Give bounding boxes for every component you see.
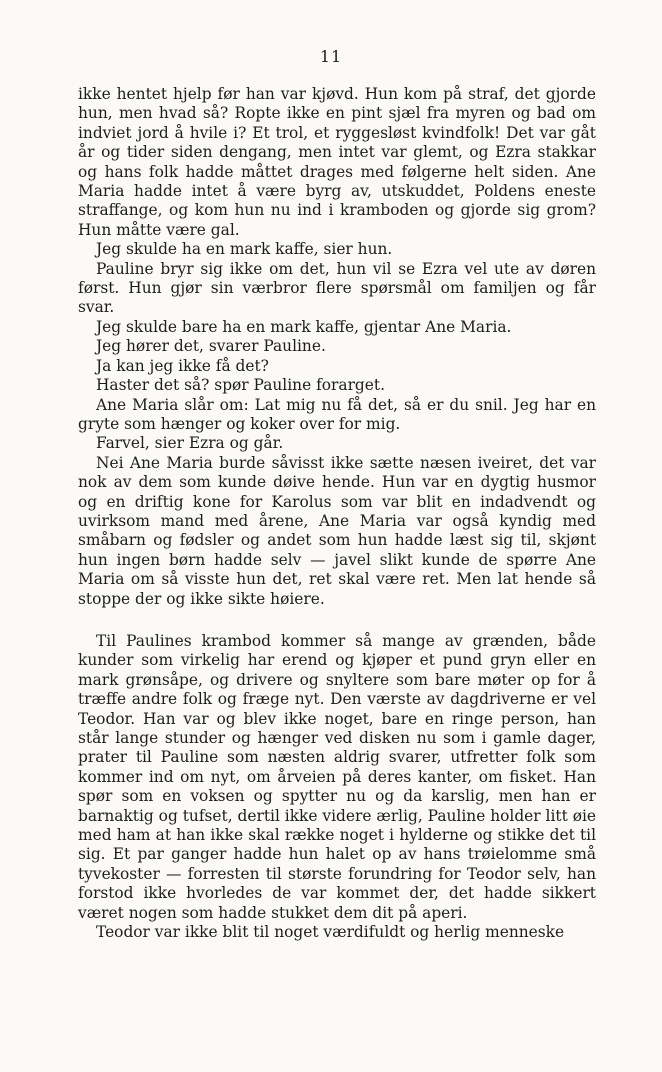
- paragraph: Haster det så? spør Pauline forarget.: [96, 376, 385, 395]
- paragraph: Teodor var ikke blit til noget værdifuldt og herlig menneske: [96, 923, 565, 942]
- paragraph: Ane Maria slår om: Lat mig nu få det, så er du snil. Jeg har en gryte som hænger og koker over for mig.: [78, 395, 596, 433]
- paragraph: Jeg skulde ha en mark kaffe, sier hun.: [96, 240, 393, 259]
- paragraph: Nei Ane Maria burde såvisst ikke sætte næsen iveiret, det var nok av dem som kunde døive hende. Hun var en dygtig husmor og en driftig kone for Karolus som var blit en indadvendt og uvirksom mand med årene, Ane Maria var også kyndig med småbarn og fødsler og andet som hun hadde læst sig til, skjønt hun ingen børn hadde selv — javel slikt kunde de spørre Ane Maria om så visste hun det, ret skal være ret. Men lat hende så stoppe der og ikke sikte høiere.: [78, 453, 596, 608]
- paragraph: Farvel, sier Ezra og går.: [96, 434, 284, 453]
- paragraph: Ja kan jeg ikke få det?: [96, 356, 269, 375]
- page-number: 11: [319, 47, 343, 66]
- section-break: [78, 609, 596, 632]
- page-body: [78, 85, 596, 942]
- paragraph: Jeg hører det, svarer Pauline.: [96, 337, 326, 356]
- paragraph: Jeg skulde bare ha en mark kaffe, gjentar Ane Maria.: [96, 317, 512, 336]
- paragraph: Til Paulines krambod kommer så mange av grænden, både kunder som virkelig har erend og kjøper et pund gryn eller en mark grønsåpe, og drivere og snyltere som bare møter op for å træffe andre folk og fræge nyt. Den værste av dagdriverne er vel Teodor. Han var og blev ikke noget, bare en ringe person, han står lange stunder og hænger ved disken nu som i gamle dager, prater til Pauline som næsten aldrig svarer, utfretter folk som kommer ind om nyt, om årveien på deres kanter, om fisket. Han spør som en voksen og spytter nu og da karslig, men han er barnaktig og tufset, dertil ikke videre ærlig, Pauline holder litt øie med ham at han ikke skal række noget i hylderne og stikke det til sig. Et par ganger hadde hun halet op av hans trøielomme små tyvekoster — forresten til største forundring for Teodor selv, han forstod ikke hvorledes de var kommet der, det hadde sikkert været nogen som hadde stukket dem dit på aperi.: [78, 631, 596, 922]
- paragraph: Pauline bryr sig ikke om det, hun vil se Ezra vel ute av døren først. Hun gjør sin værbror flere spørsmål om familjen og får svar.: [78, 259, 596, 317]
- paragraph: ikke hentet hjelp før han var kjøvd. Hun kom på straf, det gjorde hun, men hvad så? Ropte ikke en pint sjæl fra myren og bad om indviet jord å hvile i? Et trol, et ryggesløst kvindfolk! Det var gåt år og tider siden dengang, men intet var glemt, og Ezra stakkar og hans folk hadde måttet drages med følgerne helt siden. Ane Maria hadde intet å være byrg av, utskuddet, Poldens eneste straffange, og kom hun nu ind i kramboden og gjorde sig grom? Hun måtte være gal.: [78, 85, 596, 239]
